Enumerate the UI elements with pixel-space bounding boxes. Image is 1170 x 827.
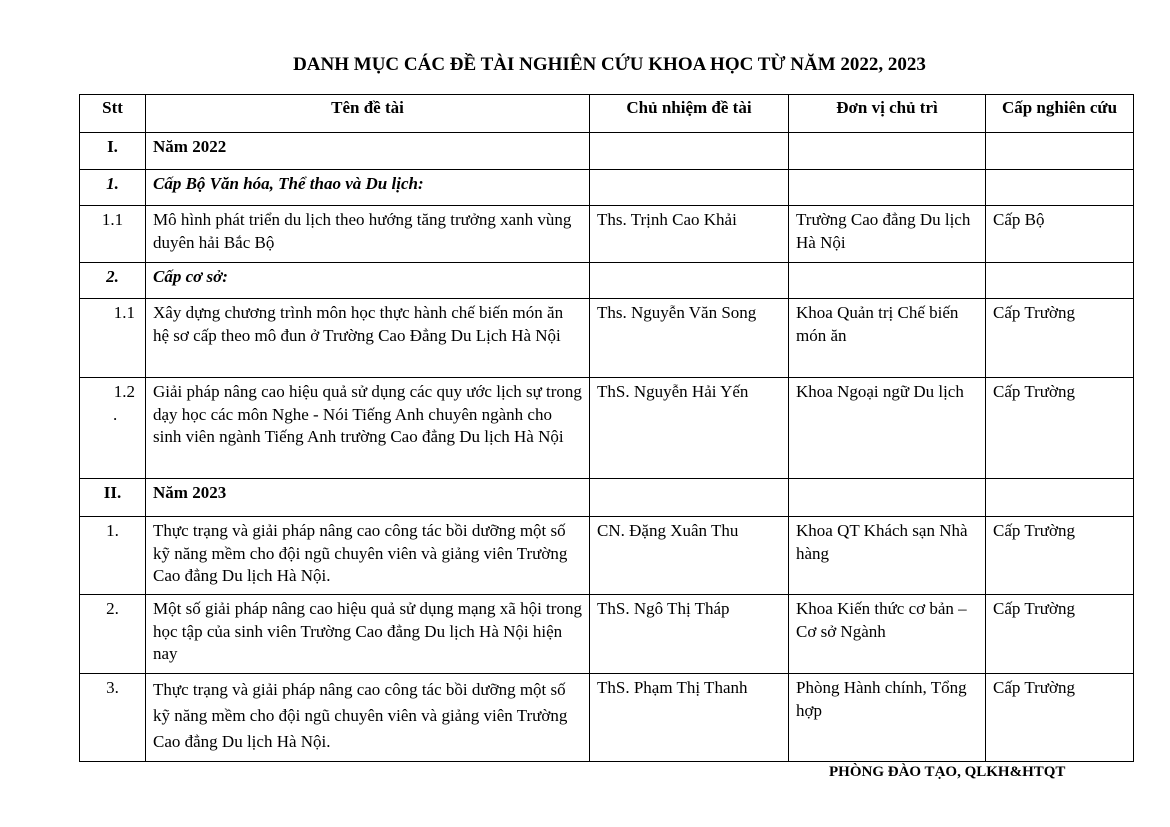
- table-row: [80, 595, 1134, 674]
- row-stt-extra: .: [113, 404, 118, 424]
- row-topic: Thực trạng và giải pháp nâng cao công tác bồi dưỡng một số kỹ năng mềm cho đội ngũ chuyên viên và giảng viên Trường Cao đẳng Du lịch Hà Nội.: [146, 517, 590, 595]
- document-title: DANH MỤC CÁC ĐỀ TÀI NGHIÊN CỨU KHOA HỌC TỪ NĂM 2022, 2023: [293, 54, 926, 75]
- row-unit: Khoa Kiến thức cơ bản – Cơ sở Ngành: [789, 595, 986, 674]
- row-level: Cấp Trường: [986, 517, 1134, 595]
- subsection-row: [80, 170, 1134, 206]
- subsection-label: Cấp cơ sở:: [146, 263, 590, 299]
- row-lead: Ths. Trịnh Cao Khải: [590, 206, 789, 263]
- row-stt: 1.1: [80, 206, 146, 263]
- section-row: [80, 479, 1134, 517]
- table-row: [80, 517, 1134, 595]
- header-name: Tên đề tài: [146, 95, 590, 133]
- table-row: [80, 674, 1134, 762]
- section-label: Năm 2022: [146, 133, 590, 170]
- row-level: Cấp Trường: [986, 674, 1134, 762]
- row-topic: Mô hình phát triển du lịch theo hướng tăng trưởng xanh vùng duyên hải Bắc Bộ: [146, 206, 590, 263]
- subsection-row: [80, 263, 1134, 299]
- header-lead: Chủ nhiệm đề tài: [590, 95, 789, 133]
- row-level: Cấp Trường: [986, 595, 1134, 674]
- row-stt: 1.: [80, 517, 146, 595]
- subsection-number: 1.: [80, 170, 146, 206]
- row-unit: Khoa QT Khách sạn Nhà hàng: [789, 517, 986, 595]
- section-row: [80, 133, 1134, 170]
- row-stt: [80, 378, 146, 479]
- subsection-label: Cấp Bộ Văn hóa, Thể thao và Du lịch:: [146, 170, 590, 206]
- row-stt: 3.: [80, 674, 146, 762]
- row-topic: Một số giải pháp nâng cao hiệu quả sử dụng mạng xã hội trong học tập của sinh viên Trường Cao đẳng Du lịch Hà Nội hiện nay: [146, 595, 590, 674]
- row-stt: 2.: [80, 595, 146, 674]
- row-lead: Ths. Nguyễn Văn Song: [590, 299, 789, 378]
- row-lead: ThS. Ngô Thị Tháp: [590, 595, 789, 674]
- row-topic: Thực trạng và giải pháp nâng cao công tác bồi dưỡng một số kỹ năng mềm cho đội ngũ chuyên viên và giảng viên Trường Cao đẳng Du lịch Hà Nội.: [146, 674, 590, 762]
- table-header-row: [80, 95, 1134, 133]
- table-row: [80, 378, 1134, 479]
- row-level: Cấp Trường: [986, 378, 1134, 479]
- table-row: [80, 206, 1134, 263]
- row-unit: Khoa Quản trị Chế biến món ăn: [789, 299, 986, 378]
- row-unit: Phòng Hành chính, Tổng hợp: [789, 674, 986, 762]
- row-lead: ThS. Phạm Thị Thanh: [590, 674, 789, 762]
- row-level: Cấp Trường: [986, 299, 1134, 378]
- header-unit: Đơn vị chủ trì: [789, 95, 986, 133]
- row-unit: Trường Cao đẳng Du lịch Hà Nội: [789, 206, 986, 263]
- row-topic: Xây dựng chương trình môn học thực hành chế biến món ăn hệ sơ cấp theo mô đun ở Trường Cao Đẳng Du Lịch Hà Nội: [146, 299, 590, 378]
- section-number: I.: [80, 133, 146, 170]
- header-stt: Stt: [80, 95, 146, 133]
- section-label: Năm 2023: [146, 479, 590, 517]
- row-lead: ThS. Nguyễn Hải Yến: [590, 378, 789, 479]
- footer-department: PHÒNG ĐÀO TẠO, QLKH&HTQT: [829, 764, 1066, 780]
- row-unit: Khoa Ngoại ngữ Du lịch: [789, 378, 986, 479]
- table-row: [80, 299, 1134, 378]
- row-lead: CN. Đặng Xuân Thu: [590, 517, 789, 595]
- row-topic: Giải pháp nâng cao hiệu quả sử dụng các quy ước lịch sự trong dạy học các môn Nghe - Nói Tiếng Anh chuyên ngành cho sinh viên ngành Tiếng Anh trường Cao đẳng Du lịch Hà Nội: [146, 378, 590, 479]
- research-topics-table: [79, 94, 1134, 762]
- row-stt: 1.1: [80, 299, 146, 378]
- row-stt-number: 1.2: [113, 382, 135, 401]
- header-level: Cấp nghiên cứu: [986, 95, 1134, 133]
- subsection-number: 2.: [80, 263, 146, 299]
- row-level: Cấp Bộ: [986, 206, 1134, 263]
- section-number: II.: [80, 479, 146, 517]
